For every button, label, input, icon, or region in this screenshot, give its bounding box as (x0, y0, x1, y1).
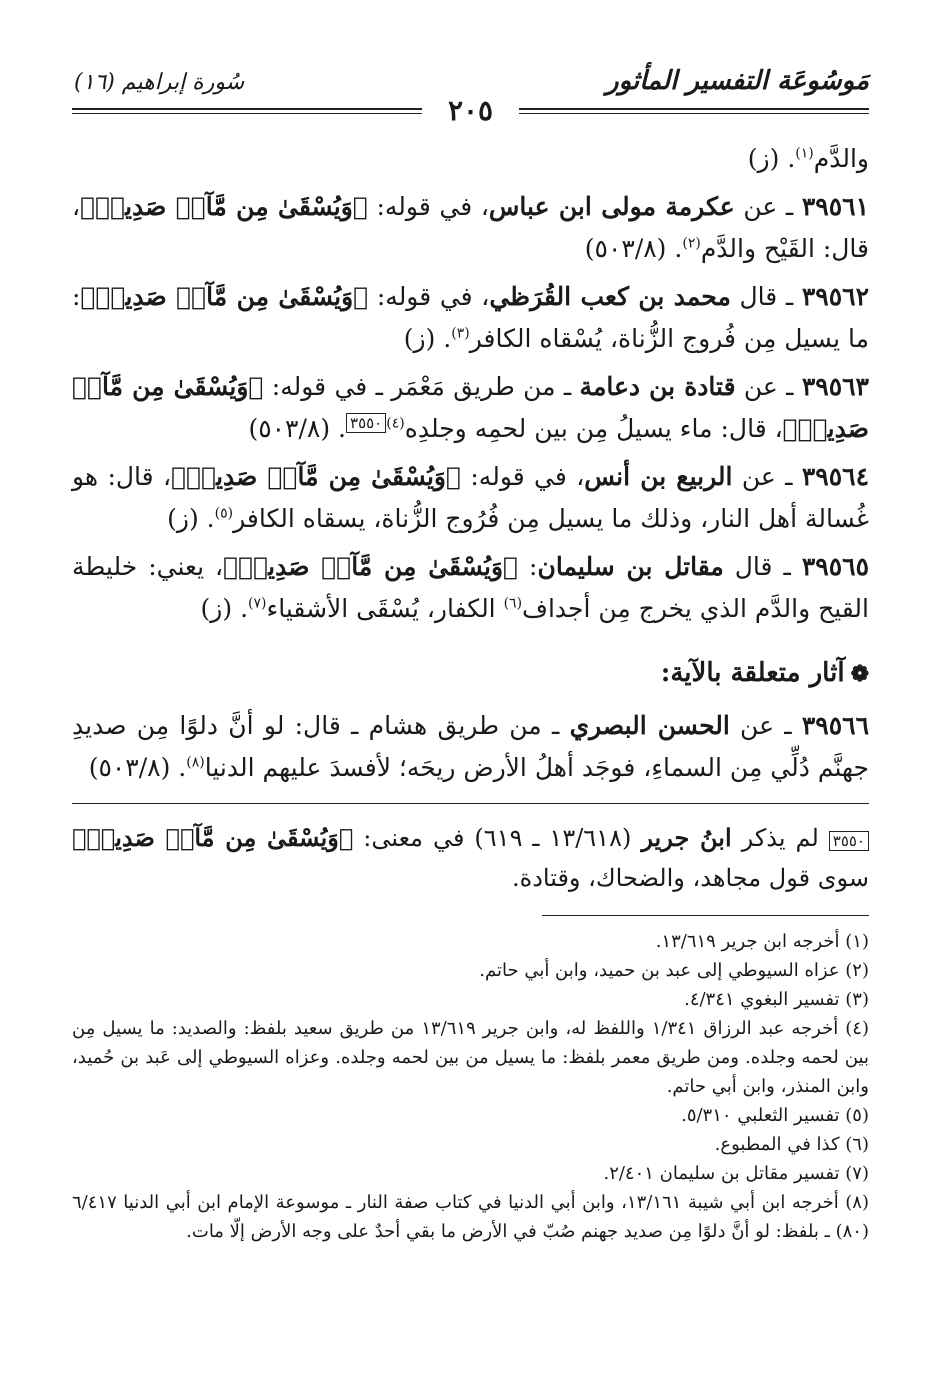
footnote: (٢) عزاه السيوطي إلى عبد بن حميد، وابن أبي حاتم. (479, 960, 869, 981)
page-number: ٢٠٥ (447, 94, 494, 127)
source-ref: (٥٠٣/٨) (88, 753, 171, 782)
quran-verse: ﴿وَيُسْقَىٰ مِن مَّآءٖ صَدِيدٖ﴾ (72, 823, 354, 852)
commentary-note: ٣٥٥٠ لم يذكر ابنُ جرير (١٣/٦١٨ ـ ٦١٩) في معنى: ﴿وَيُسْقَىٰ مِن مَّآءٖ صَدِيدٖ﴾ سوى قول مجاهد، والضحاك، وقتادة. (72, 823, 869, 892)
footnote-marker: (٤) (386, 415, 405, 432)
footnote-marker: (٧) (248, 595, 267, 612)
narration-number: ٣٩٥٦٦ (801, 711, 869, 740)
narrator-name: محمد بن كعب القُرَظي (489, 282, 731, 311)
commentary-box-number: ٣٥٥٠ (346, 413, 386, 433)
source-ref: (٥٠٣/٨) (584, 234, 667, 263)
source-ref: (٥٠٣/٨) (248, 414, 331, 443)
section-heading: ❁آثار متعلقة بالآية: (660, 658, 869, 688)
ornament-star-icon: ❁ (850, 661, 869, 687)
footnote-marker: (٨) (186, 754, 205, 771)
narration-number: ٣٩٥٦٤ (801, 462, 869, 491)
footnote-marker: (١) (795, 145, 814, 162)
footnote-separator (542, 915, 869, 916)
quran-verse: ﴿وَيُسْقَىٰ مِن مَّآءٖ صَدِيدٖ﴾ (223, 552, 519, 581)
narrator-name: عكرمة مولى ابن عباس (488, 192, 735, 221)
narration-number: ٣٩٥٦٢ (801, 282, 870, 311)
quran-verse: ﴿وَيُسْقَىٰ مِن مَّآءٖ صَدِيدٖ﴾ (72, 372, 869, 443)
quran-verse: ﴿وَيُسْقَىٰ مِن مَّآءٖ صَدِيدٖ﴾ (171, 462, 462, 491)
narrator-name: مقاتل بن سليمان (537, 552, 724, 581)
narration-39561: ٣٩٥٦١ ـ عن عكرمة مولى ابن عباس، في قوله: ﴿وَيُسْقَىٰ مِن مَّآءٖ صَدِيدٖ﴾، قال: القَيْح والدَّم$^{(٢)}$. (٥٠٣/٨) (72, 192, 869, 263)
footnote: (٨) أخرجه ابن أبي شيبة ١٣/١٦١، وابن أبي الدنيا في كتاب صفة النار ـ موسوعة الإمام ابن أبي الدنيا ٦/٤١٧ (٨٠) ـ بلفظ: لو أنَّ دلوًا مِن صديد جهنم صُبّ في الأرض ما بقي أحدٌ على وجه الأرض إلّا مات. (72, 1192, 869, 1242)
narration-39566: ٣٩٥٦٦ ـ عن الحسن البصري ـ من طريق هشام ـ قال: لو أنَّ دلوًا مِن صديدِ جهنَّم دُلِّي مِن السماءِ، فوجَد أهلُ الأرض ريحَه؛ لأفسدَ عليهم الدنيا$^{(٨)}$. (٥٠٣/٨) (72, 711, 869, 782)
narration-39564: ٣٩٥٦٤ ـ عن الربيع بن أنس، في قوله: ﴿وَيُسْقَىٰ مِن مَّآءٖ صَدِيدٖ﴾، قال: هو غُسالة أهل النار، وذلك ما يسيل مِن فُرُوج الزُّناة، يسقاه الكافر$^{(٥)}$. (ز) (72, 462, 869, 533)
footnote: (١) أخرجه ابن جرير ١٣/٦١٩. (655, 931, 869, 952)
footnotes (72, 927, 869, 1246)
narration-number: ٣٩٥٦١ (801, 192, 869, 221)
commentary-box-number: ٣٥٥٠ (829, 831, 869, 851)
footnote: (٦) كذا في المطبوع. (714, 1134, 869, 1155)
narration-number: ٣٩٥٦٣ (801, 372, 869, 401)
narrator-name: الحسن البصري (569, 711, 730, 740)
quran-verse: ﴿وَيُسْقَىٰ مِن مَّآءٖ صَدِيدٖ﴾ (80, 192, 368, 221)
footnote-marker: (٢) (682, 235, 701, 252)
footnote: (٥) تفسير الثعلبي ٥/٣١٠. (681, 1105, 869, 1126)
main-text (72, 138, 869, 795)
continuation-line: والدَّم$^{(١)}$. (ز) (747, 144, 869, 173)
footnote: (٧) تفسير مقاتل بن سليمان ٢/٤٠١. (603, 1163, 869, 1184)
quran-verse: ﴿وَيُسْقَىٰ مِن مَّآءٖ صَدِيدٖ﴾ (80, 282, 369, 311)
footnote-marker: (٣) (451, 325, 470, 342)
narration-39563: ٣٩٥٦٣ ـ عن قتادة بن دعامة ـ من طريق مَعْمَر ـ في قوله: ﴿وَيُسْقَىٰ مِن مَّآءٖ صَدِيدٖ﴾، قال: ماء يسيلُ مِن بين لحمِه وجلدِه$^{(٤)}$٣٥٥٠. (٥٠٣/٨) (72, 372, 869, 443)
commentary-separator (72, 803, 869, 804)
surah-label: سُورة إبراهيم (١٦) (74, 70, 245, 95)
footnote-marker: (٥) (214, 505, 234, 522)
narration-39562: ٣٩٥٦٢ ـ قال محمد بن كعب القُرَظي، في قوله: ﴿وَيُسْقَىٰ مِن مَّآءٖ صَدِيدٖ﴾: ما يسيل مِن فُروج الزُّناة، يُسْقاه الكافر$^{(٣)}$. (ز) (72, 282, 870, 353)
footnote-marker: (٦) (503, 595, 523, 612)
footnote: (٤) أخرجه عبد الرزاق ١/٣٤١ واللفظ له، وابن جرير ١٣/٦١٩ من طريق سعيد بلفظ: والصديد: ما يسيل مِن بين لحمه وجلده. ومن طريق معمر بلفظ: ما يسيل من بين لحمه وجلده. وعزاه السيوطي إلى عَبد بن حُميد، وابن المنذر، وابن أبي حاتم. (72, 1018, 869, 1097)
narrator-name: الربيع بن أنس (584, 462, 733, 491)
book-title: مَوسُوعَة التفسير المأثور (606, 66, 869, 96)
narration-39565: ٣٩٥٦٥ ـ قال مقاتل بن سليمان: ﴿وَيُسْقَىٰ مِن مَّآءٖ صَدِيدٖ﴾، يعني: خليطة القيح والدَّم الذي يخرج مِن أجداف$^{(٦)}$ الكفار، يُسْقَى الأشقياء$^{(٧)}$. (ز) (72, 552, 869, 623)
narration-number: ٣٩٥٦٥ (801, 552, 869, 581)
scholar-name: ابنُ جرير (641, 823, 732, 852)
footnote: (٣) تفسير البغوي ٤/٣٤١. (684, 989, 869, 1010)
narrator-name: قتادة بن دعامة (579, 372, 736, 401)
